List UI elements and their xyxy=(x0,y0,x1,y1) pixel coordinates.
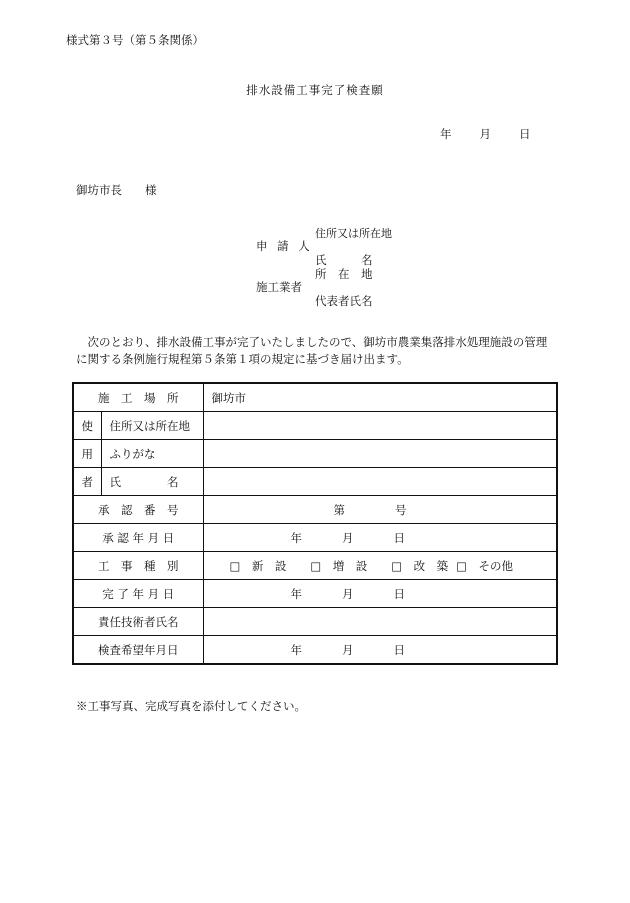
engineer-value[interactable] xyxy=(203,608,557,636)
user-address-label: 住所又は所在地 xyxy=(101,412,203,440)
applicant-name-label: 氏 名 xyxy=(315,253,373,267)
row-approval-date xyxy=(73,524,557,552)
date-day: 日 xyxy=(519,127,531,141)
form-number: 様式第３号（第５条関係） xyxy=(66,33,204,47)
option-renovation-checkbox[interactable]: □ 改 築 xyxy=(391,558,449,573)
row-user-address xyxy=(73,412,557,440)
addressee: 御坊市長 様 xyxy=(76,183,157,197)
approval-number-value[interactable] xyxy=(203,496,557,524)
date-month: 月 xyxy=(342,586,354,601)
date-year: 年 xyxy=(290,586,302,601)
attachment-note: ※工事写真、完成写真を添付してください。 xyxy=(76,699,306,713)
inspection-form-table xyxy=(72,382,558,665)
completion-date-label: 完 了 年 月 日 xyxy=(73,580,203,608)
row-user-name xyxy=(73,468,557,496)
contractor-location-label: 所 在 地 xyxy=(315,267,373,281)
date-year: 年 xyxy=(440,127,452,141)
site-label: 施 工 場 所 xyxy=(73,383,203,412)
furigana-label: ふりがな xyxy=(101,440,203,468)
option-other-checkbox[interactable]: □ その他 xyxy=(456,558,513,573)
user-name-value[interactable] xyxy=(203,468,557,496)
option-extension-checkbox[interactable]: □ 増 設 xyxy=(310,558,368,573)
applicant-label: 申 請 人 xyxy=(256,239,313,253)
approval-date-label: 承 認 年 月 日 xyxy=(73,524,203,552)
date-month: 月 xyxy=(342,642,354,657)
submission-date xyxy=(440,126,531,142)
row-site xyxy=(73,383,557,412)
row-completion-date xyxy=(73,580,557,608)
date-day: 日 xyxy=(393,586,405,601)
row-engineer xyxy=(73,608,557,636)
site-value[interactable]: 御坊市 xyxy=(203,383,557,412)
work-type-label: 工 事 種 別 xyxy=(73,552,203,580)
date-day: 日 xyxy=(393,642,405,657)
applicant-address-label: 住所又は所在地 xyxy=(315,227,392,240)
inspection-date-value[interactable] xyxy=(203,636,557,665)
document-title: 排水設備工事完了検査願 xyxy=(246,83,384,97)
date-day: 日 xyxy=(393,530,405,545)
user-char-1: 使 xyxy=(73,412,101,440)
approval-date-value[interactable] xyxy=(203,524,557,552)
approval-no-prefix: 第 xyxy=(333,502,345,517)
user-name-label: 氏 名 xyxy=(101,468,203,496)
row-furigana xyxy=(73,440,557,468)
date-year: 年 xyxy=(290,642,302,657)
user-address-value[interactable] xyxy=(203,412,557,440)
user-char-3: 者 xyxy=(73,468,101,496)
inspection-date-label: 検査希望年月日 xyxy=(73,636,203,665)
engineer-label: 責任技術者氏名 xyxy=(73,608,203,636)
date-month: 月 xyxy=(479,127,491,141)
approval-number-label: 承 認 番 号 xyxy=(73,496,203,524)
date-month: 月 xyxy=(342,530,354,545)
furigana-value[interactable] xyxy=(203,440,557,468)
date-year: 年 xyxy=(290,530,302,545)
row-inspection-date xyxy=(73,636,557,665)
contractor-label: 施工業者 xyxy=(256,280,302,294)
option-new-checkbox[interactable]: □ 新 設 xyxy=(229,558,287,573)
body-paragraph: 次のとおり、排水設備工事が完了いたしましたので、御坊市農業集落排水処理施設の管理に関する条例施行規程第５条第１項の規定に基づき届け出ます。 xyxy=(76,335,548,366)
approval-no-suffix: 号 xyxy=(395,502,407,517)
row-work-type xyxy=(73,552,557,580)
user-char-2: 用 xyxy=(73,440,101,468)
row-approval-number xyxy=(73,496,557,524)
completion-date-value[interactable] xyxy=(203,580,557,608)
work-type-options xyxy=(203,552,557,580)
contractor-rep-label: 代表者氏名 xyxy=(315,294,373,308)
